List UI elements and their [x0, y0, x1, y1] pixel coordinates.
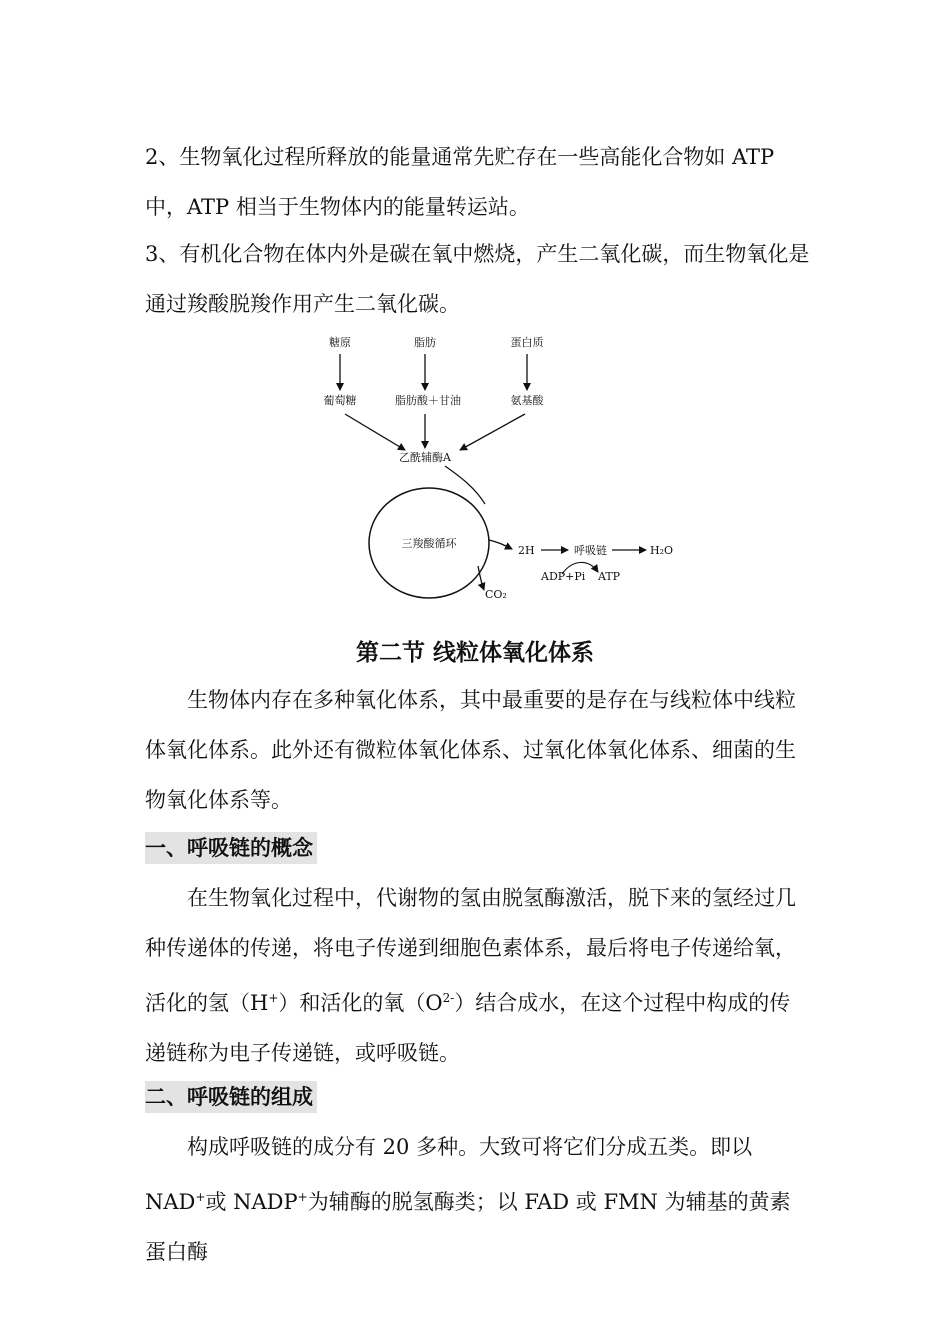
intermediate-fattyacid-glycerol: 脂肪酸＋甘油 — [395, 394, 461, 407]
co2-label: CO₂ — [485, 588, 507, 601]
paragraph-co2-decarboxylation: 3、有机化合物在体内外是碳在氧中燃烧，产生二氧化碳，而生物氧化是通过羧酸脱羧作用产生二氧化碳。 — [145, 242, 810, 316]
acetyl-coa-label: 乙酰辅酶A — [399, 451, 451, 464]
paragraph-respiratory-chain-concept — [145, 873, 810, 1078]
composition-text-b: 或 NADP — [205, 1190, 298, 1214]
concept-text-a: 在生物氧化过程中，代谢物的氢由脱氢酶激活，脱下来的氢经过几种传递体的传递，将电子传递到细胞色素体系，最后将电子传递给氧，活化的氢（H — [145, 886, 796, 1015]
paragraph-atp-energy: 2、生物氧化过程所释放的能量通常先贮存在一些高能化合物如 ATP 中，ATP 相当于生物体内的能量转运站。 — [145, 145, 775, 219]
intermediate-aminoacid: 氨基酸 — [510, 394, 544, 407]
tca-cycle-label: 三羧酸循环 — [401, 537, 457, 550]
water-label: H₂O — [650, 544, 674, 557]
paragraph-oxidation-systems: 生物体内存在多种氧化体系，其中最重要的是存在与线粒体中线粒体氧化体系。此外还有微粒体氧化体系、过氧化体氧化体系、细菌的生物氧化体系等。 — [145, 688, 796, 812]
concept-text-c: ）结合成水，在这个过程中构成的传递链称为电子传递链，或呼吸链。 — [145, 991, 791, 1065]
source-glycogen: 糖原 — [329, 336, 351, 349]
atp-label: ATP — [598, 570, 621, 583]
composition-text-a: 构成呼吸链的成分有 20 多种。大致可将它们分成五类。即以 NAD — [145, 1135, 753, 1214]
section-title: 第二节 线粒体氧化体系 — [355, 640, 594, 666]
arrow-glucose-acetylcoa — [345, 414, 405, 450]
nad-charge: + — [195, 1190, 206, 1204]
heading-respiratory-chain-composition: 二、呼吸链的组成 — [145, 1081, 317, 1113]
adp-pi-label: ADP+Pi — [541, 570, 586, 583]
hydrogen-charge: + — [268, 991, 279, 1005]
heading-respiratory-chain-concept: 一、呼吸链的概念 — [145, 832, 317, 864]
composition-text-c: 为辅酶的脱氢酶类；以 FAD 或 FMN 为辅基的黄素蛋白酶 — [145, 1190, 791, 1264]
oxygen-charge: 2- — [442, 991, 455, 1005]
source-protein: 蛋白质 — [510, 336, 544, 349]
paragraph-respiratory-chain-composition — [145, 1122, 810, 1277]
intermediate-glucose: 葡萄糖 — [323, 394, 357, 407]
arrow-aminoacid-acetylcoa — [460, 414, 525, 450]
respiratory-chain-label: 呼吸链 — [574, 544, 607, 557]
arrow-cycle-2h — [489, 540, 512, 549]
hydrogen-label: 2H — [518, 544, 535, 557]
source-fat: 脂肪 — [414, 336, 436, 349]
metabolism-diagram — [300, 328, 700, 603]
nadp-charge: + — [297, 1190, 308, 1204]
concept-text-b: ）和活化的氧（O — [278, 991, 443, 1015]
